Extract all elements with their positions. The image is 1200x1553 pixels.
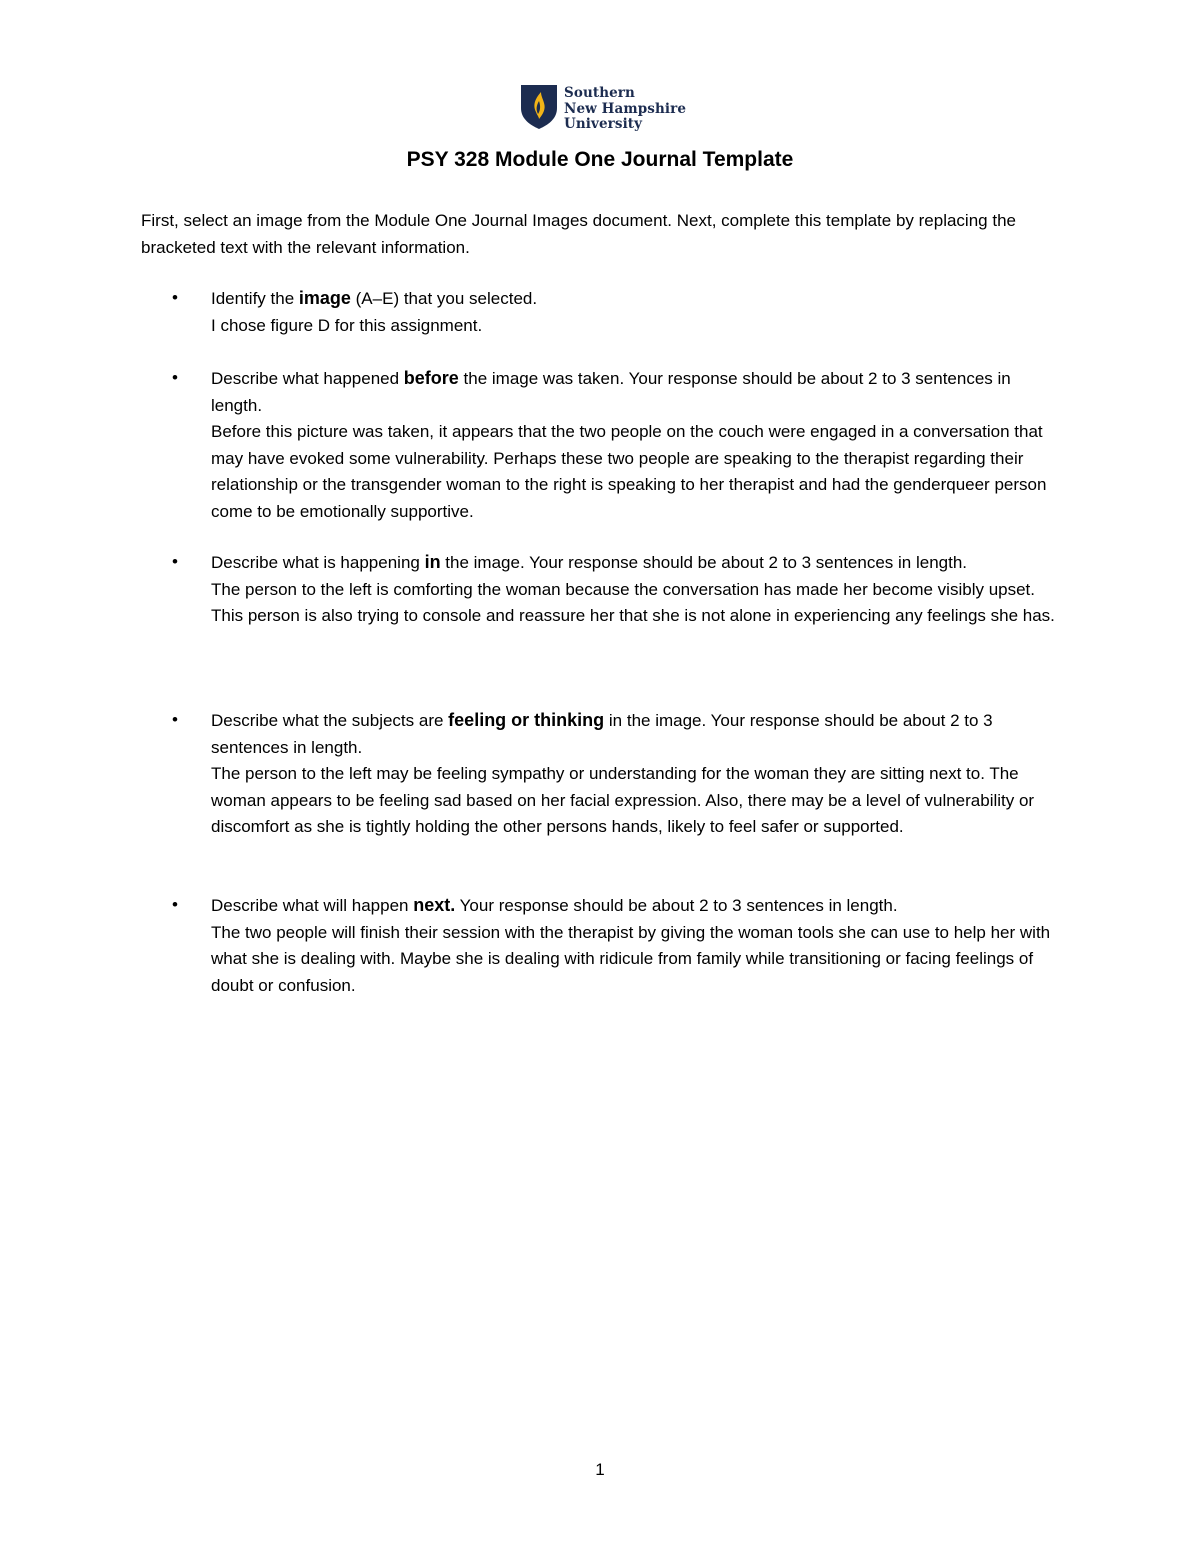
prompt-text: Describe what the subjects are [211, 711, 449, 730]
shield-flame-icon [520, 84, 558, 130]
logo-text-line-2: New Hampshire [564, 100, 687, 117]
bullet-icon: • [172, 368, 178, 387]
item-response: The person to the left is comforting the woman because the conversation has made her become visibly upset. This person is also trying to console and reassure her that she is not alone in experiencing any feelings she has. [211, 579, 1055, 625]
university-logo [520, 84, 686, 133]
bullet-icon: • [172, 710, 178, 729]
item-response: The person to the left may be feeling sympathy or understanding for the woman they are sitting next to. The woman appears to be feeling sad based on her facial expression. Also, there may be a level of vulnerability or discomfort as she is tightly holding the other persons hands, likely to feel safer or supported. [211, 764, 1035, 836]
item-response: I chose figure D for this assignment. [211, 315, 483, 335]
item-response: The two people will finish their session with the therapist by giving the woman tools she can use to help her with what she is dealing with. Maybe she is dealing with ridicule from family while transitioning or facing feelings of doubt or confusion. [211, 922, 1051, 995]
prompt-keyword: feeling or thinking [448, 710, 605, 730]
logo-text-line-3: University [564, 116, 643, 132]
bullet-icon: • [172, 288, 178, 307]
prompt-keyword: next. [413, 895, 456, 915]
prompt-keyword: in [424, 552, 441, 572]
page-title: PSY 328 Module One Journal Template [406, 148, 794, 171]
bullet-icon: • [172, 895, 178, 914]
item-prompt [211, 892, 1061, 920]
prompt-text: Describe what is happening [211, 553, 425, 572]
item-prompt [211, 365, 1061, 419]
prompt-text: Your response should be about 2 to 3 sentences in length. [455, 896, 898, 915]
item-response: Before this picture was taken, it appears that the two people on the couch were engaged in a conversation that may have evoked some vulnerability. Perhaps these two people are speaking to the therapist regarding their relationship or the transgender woman to the right is speaking to her therapist and had the genderqueer person come to be emotionally supportive. [211, 422, 1047, 521]
prompt-text: in the image. Your response should be about 2 to 3 sentences in length. [211, 711, 993, 757]
logo-text-line-1: Southern [564, 85, 635, 101]
prompt-text: the image was taken. Your response should be about 2 to 3 sentences in length. [211, 369, 1011, 415]
item-prompt [211, 549, 1061, 577]
prompt-keyword: image [298, 288, 351, 308]
item-prompt [211, 707, 1061, 761]
page-number: 1 [595, 1460, 605, 1479]
prompt-text: Identify the [211, 289, 299, 308]
prompt-text: Describe what will happen [211, 896, 414, 915]
prompt-text: (A–E) that you selected. [350, 289, 538, 308]
prompt-text: the image. Your response should be about 2 to 3 sentences in length. [440, 553, 968, 572]
bullet-icon: • [172, 552, 178, 571]
prompt-keyword: before [403, 368, 459, 388]
prompt-text: Describe what happened [211, 369, 404, 388]
intro-paragraph: First, select an image from the Module One Journal Images document. Next, complete this template by replacing the bracketed text with the relevant information. [141, 211, 1016, 257]
item-prompt [211, 285, 1061, 313]
